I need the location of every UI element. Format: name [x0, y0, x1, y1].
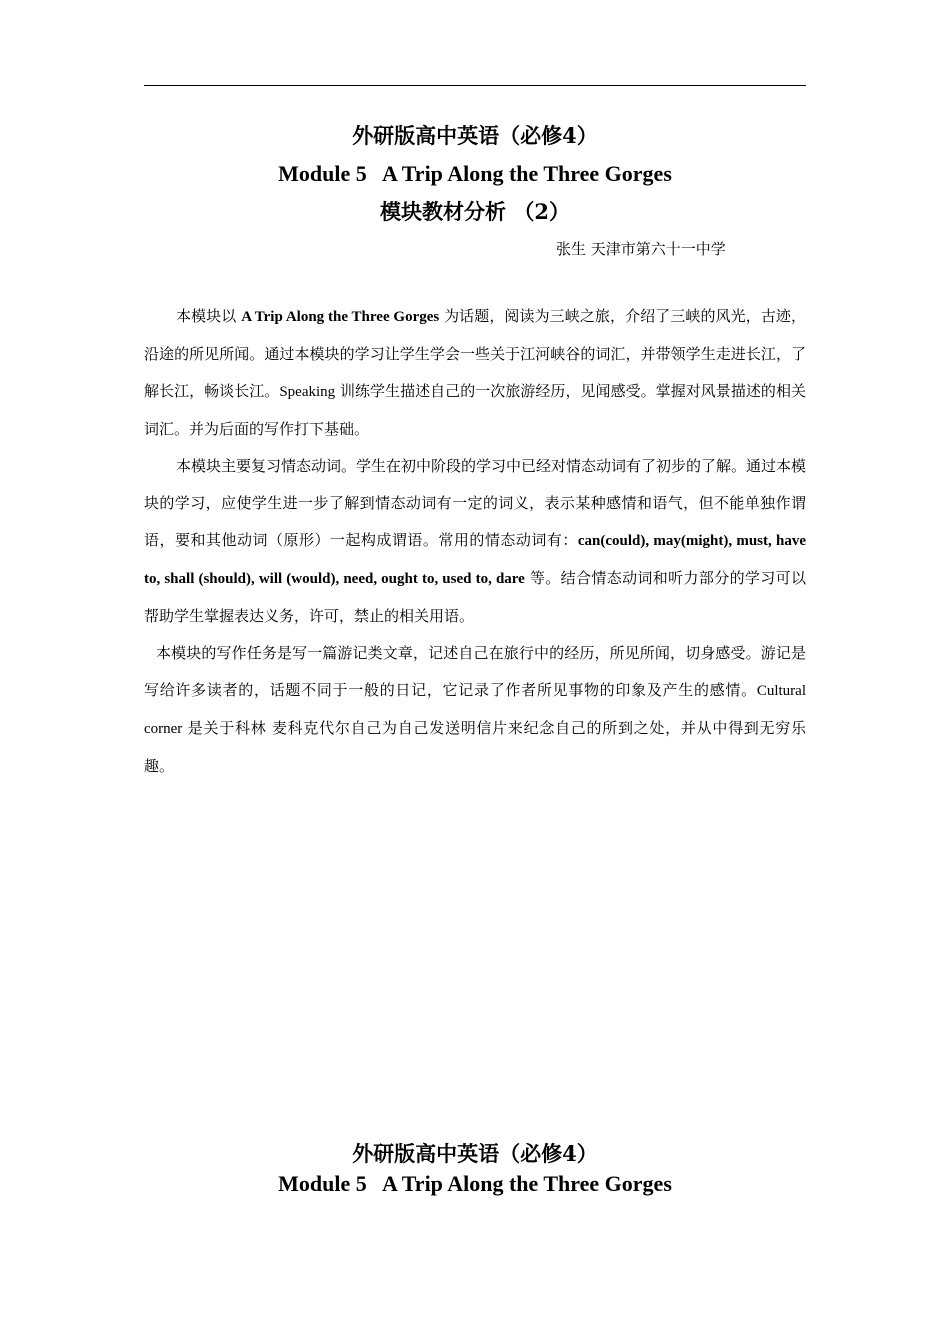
para1-text-c: 为话题，阅读为三峡之旅，介绍了三峡的风光，古迹，沿途的所见所闻。通过本模块的学习让学生学会一些关于江河峡谷的词汇，并带领学生走进长江，了解长江，畅谈长江。 [144, 307, 806, 400]
body-text [144, 298, 806, 785]
para2-modal-verbs: can(could), may(might), must, have to, shall (should), will (would), need, ought to, used to, dare [144, 533, 806, 587]
document-subtitle: 模块教材分析 （2） [380, 199, 570, 224]
author-line: 张生 天津市第六十一中学 [556, 240, 726, 258]
para3-cultural-corner: Cultural corner [144, 683, 806, 737]
paragraph-topic [144, 298, 806, 448]
page2-title-cn: 外研版高中英语（必修4） [352, 1141, 598, 1166]
paragraph-grammar [144, 448, 806, 635]
header-rule [144, 85, 806, 86]
para1-text-e: 训练学生描述自己的一次旅游经历，见闻感受。掌握对风景描述的相关词汇。并为后面的写作打下基础。 [144, 382, 806, 438]
page2-title-en: Module 5 A Trip Along the Three Gorges [278, 1171, 672, 1196]
para1-text-a: 本模块以 [176, 307, 242, 325]
para1-topic-title: A Trip Along the Three Gorges [241, 309, 440, 325]
document-title-cn: 外研版高中英语（必修4） [352, 123, 598, 148]
para3-text-a: 本模块的写作任务是写一篇游记类文章，记述自己在旅行中的经历，所见所闻，切身感受。游记是写给许多读者的，话题不同于一般的日记，它记录了作者所见事物的印象及产生的感情。 [144, 644, 806, 699]
para2-text-a: 本模块主要复习情态动词。学生在初中阶段的学习中已经对情态动词有了初步的了解。通过本模块的学习，应使学生进一步了解到情态动词有一定的词义，表示某种感情和语气，但不能单独作谓语，要和其他动词（原形）一起构成谓语。常用的情态动词有： [144, 457, 807, 549]
para1-speaking: Speaking [279, 384, 336, 400]
para3-text-c: 是关于科林 麦科克代尔自己为自己发送明信片来纪念自己的所到之处，并从中得到无穷乐趣。 [144, 719, 806, 775]
document-title-en: Module 5 A Trip Along the Three Gorges [278, 161, 672, 186]
para2-text-c: 等。结合情态动词和听力部分的学习可以帮助学生掌握表达义务，许可，禁止的相关用语。 [144, 569, 806, 625]
paragraph-writing [144, 635, 806, 785]
